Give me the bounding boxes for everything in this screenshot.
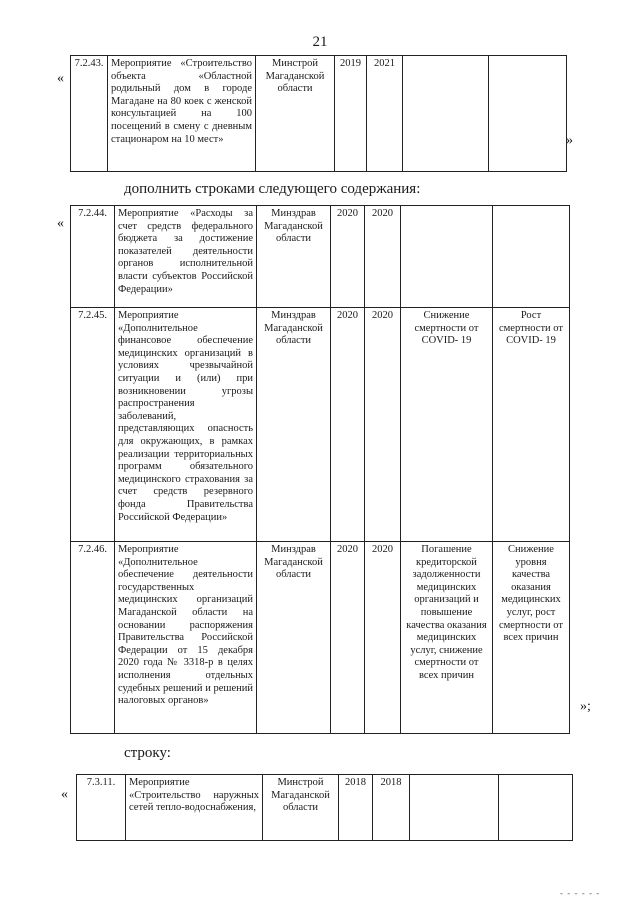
responsible-agency: Минздрав Магаданской области [257,308,331,542]
opening-quote: « [61,787,68,802]
table-row [71,206,570,308]
responsible-agency: Минстрой Магаданской области [256,56,335,172]
measure-description: Мероприятие «Расходы за счет средств федерального бюджета за достижение показателей деятельности органов исполнительной власти субъектов Российской Федерации» [115,206,257,308]
start-year: 2019 [335,56,367,172]
opening-quote: « [57,71,64,86]
consequence-indicator: Рост смертности от COVID- 19 [493,308,570,542]
start-year: 2020 [331,542,365,734]
responsible-agency: Минстрой Магаданской области [263,775,339,841]
row-number: 7.3.11. [77,775,126,841]
expected-result: Снижение смертности от COVID- 19 [401,308,493,542]
consequence-indicator: Снижение уровня качества оказания медицинских услуг, рост смертности от всех причин [493,542,570,734]
row-number: 7.2.43. [71,56,108,172]
row-number: 7.2.45. [71,308,115,542]
start-year: 2020 [331,308,365,542]
measure-description: Мероприятие «Строительство объекта «Областной родильный дом в городе Магадане на 80 коек с женской консультацией на 100 посещений в смену с дневным стационаром на 10 мест» [108,56,256,172]
measure-description: Мероприятие «Дополнительное обеспечение деятельности государственных медицинских организаций Магаданской области на основании распоряжения Правительства Российской Федерации от 15 декабря 2020 года № 3318-р в целях исполнения отдельных судебных решений и решений налоговых органов» [115,542,257,734]
page-number: 21 [312,34,328,50]
measure-description: Мероприятие «Дополнительное финансовое обеспечение медицинских организаций в условиях чрезвычайной ситуации и (или) при возникновении угрозы распространения заболеваний, представляющих опасность для окружающих, в рамках реализации территориальных программ обязательного медицинского страхования за счет средств резервного фонда Правительства Российской Федерации» [115,308,257,542]
measure-description: Мероприятие «Строительство наружных сетей тепло-водоснабжения, [126,775,263,841]
expected-result [410,775,499,841]
consequence-indicator [493,206,570,308]
opening-quote: « [57,216,64,231]
row-number: 7.2.44. [71,206,115,308]
end-year: 2020 [365,308,401,542]
expected-result [401,206,493,308]
row-number: 7.2.46. [71,542,115,734]
section-heading-row: строку: [124,745,171,761]
start-year: 2018 [339,775,373,841]
end-year: 2021 [367,56,403,172]
expected-result [403,56,489,172]
consequence-indicator [499,775,573,841]
end-year: 2020 [365,542,401,734]
start-year: 2020 [331,206,365,308]
table-row [77,775,573,841]
consequence-indicator [489,56,567,172]
responsible-agency: Минздрав Магаданской области [257,542,331,734]
scan-artifact-mark: - - - - - - [560,888,601,898]
end-year: 2018 [373,775,410,841]
closing-quote: » [566,133,573,148]
section-heading-add-rows: дополнить строками следующего содержания: [124,181,421,197]
measures-table-bottom [76,774,573,841]
responsible-agency: Минздрав Магаданской области [257,206,331,308]
table-row [71,542,570,734]
end-year: 2020 [365,206,401,308]
table-row [71,56,567,172]
measures-table-top [70,55,567,172]
table-row [71,308,570,542]
measures-table-added [70,205,570,734]
closing-quote-semicolon: »; [580,699,591,714]
expected-result: Погашение кредиторской задолженности медицинских организаций и повышение качества оказания медицинских услуг, снижение смертности от всех причин [401,542,493,734]
